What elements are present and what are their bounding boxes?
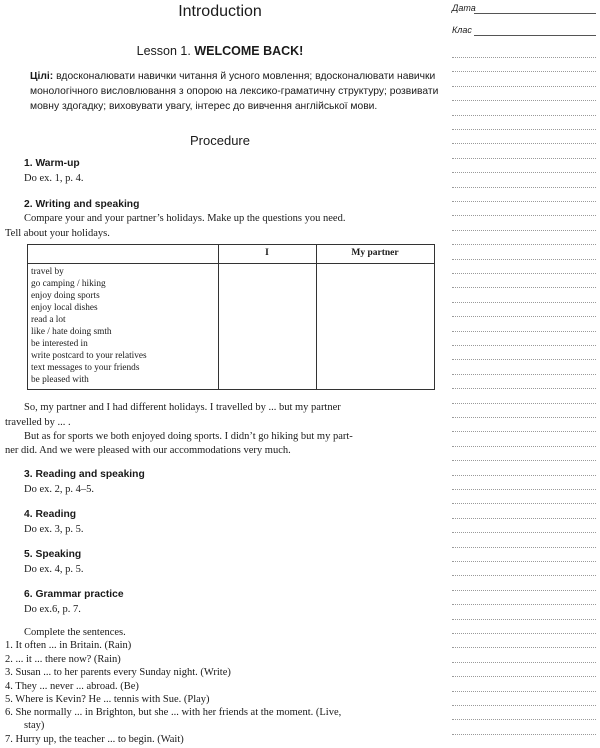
note-line	[452, 403, 596, 404]
note-line	[452, 143, 596, 144]
note-line	[452, 460, 596, 461]
note-line	[452, 71, 596, 72]
table-header-i: I	[265, 248, 269, 258]
lesson-goals	[30, 69, 442, 114]
note-line	[452, 417, 596, 418]
reading-speaking-heading: 3. Reading and speaking	[24, 469, 145, 480]
note-line	[452, 719, 596, 720]
table-row: be pleased with	[31, 375, 89, 385]
note-line	[452, 187, 596, 188]
exercise-item: 3. Susan ... to her parents every Sunday night. (Write)	[5, 667, 231, 678]
note-line	[452, 503, 596, 504]
table-row: be interested in	[31, 339, 88, 349]
note-line	[452, 259, 596, 260]
example-paragraph-2-line-1: But as for sports we both enjoyed doing sports. I didn’t go hiking but my part-	[24, 431, 353, 442]
exercise-item: 1. It often ... in Britain. (Rain)	[5, 640, 132, 651]
example-paragraph-1-line-1: So, my partner and I had different holidays. I travelled by ... but my partner	[24, 402, 341, 413]
note-line	[452, 302, 596, 303]
note-line	[452, 705, 596, 706]
note-line	[452, 604, 596, 605]
note-line	[452, 86, 596, 87]
note-line	[452, 518, 596, 519]
reading-heading: 4. Reading	[24, 509, 77, 520]
notes-sidebar	[442, 0, 600, 748]
table-header-partner: My partner	[351, 248, 399, 258]
exercise-item: 6. She normally ... in Brighton, but she ... with her friends at the moment. (Live,	[5, 707, 342, 718]
note-line	[452, 100, 596, 101]
note-line	[452, 273, 596, 274]
note-line	[452, 345, 596, 346]
lesson-prefix: Lesson 1.	[136, 44, 195, 58]
note-line	[452, 201, 596, 202]
grammar-instruction: Do ex.6, p. 7.	[24, 604, 81, 615]
goals-label: Цілі:	[30, 71, 54, 82]
note-line	[452, 446, 596, 447]
table-row: go camping / hiking	[31, 279, 106, 289]
note-line	[452, 215, 596, 216]
table-row: like / hate doing smth	[31, 327, 112, 337]
class-field[interactable]	[474, 35, 596, 36]
note-line	[452, 230, 596, 231]
note-line	[452, 619, 596, 620]
warmup-heading: 1. Warm-up	[24, 158, 80, 169]
table-divider	[316, 245, 317, 389]
lesson-title	[0, 44, 440, 58]
example-paragraph-1-line-2: travelled by ... .	[5, 417, 71, 428]
exercise-item: 7. Hurry up, the teacher ... to begin. (Wait)	[5, 734, 184, 745]
note-line	[452, 158, 596, 159]
note-line	[452, 331, 596, 332]
exercise-item: 2. ... it ... there now? (Rain)	[5, 654, 121, 665]
date-label: Дата	[452, 3, 476, 13]
table-row: enjoy local dishes	[31, 303, 98, 313]
procedure-title: Procedure	[190, 133, 250, 148]
table-row: enjoy doing sports	[31, 291, 100, 301]
table-divider	[218, 245, 219, 389]
note-line	[452, 374, 596, 375]
note-line	[452, 489, 596, 490]
date-field[interactable]	[474, 13, 596, 14]
note-line	[452, 57, 596, 58]
table-row: text messages to your friends	[31, 363, 140, 373]
table-row: travel by	[31, 267, 64, 277]
class-label: Клас	[452, 25, 472, 35]
exercise-item: 5. Where is Kevin? He ... tennis with Sue. (Play)	[5, 694, 210, 705]
note-line	[452, 633, 596, 634]
note-line	[452, 359, 596, 360]
note-line	[452, 316, 596, 317]
note-line	[452, 561, 596, 562]
writing-instruction-line-1: Compare your and your partner’s holidays. Make up the questions you need.	[24, 213, 346, 224]
note-line	[452, 431, 596, 432]
goals-text: вдосконалювати навички читання й усного мовлення; вдосконалювати навички монологічного висловлювання з опорою на лексико-граматичну структуру; розвивати мовну здогадку; виховувати увагу, інтерес до вивчення англійської мови.	[30, 71, 439, 112]
table-row: write postcard to your relatives	[31, 351, 147, 361]
note-line	[452, 129, 596, 130]
note-line	[452, 475, 596, 476]
note-line	[452, 691, 596, 692]
writing-heading: 2. Writing and speaking	[24, 199, 140, 210]
note-line	[452, 647, 596, 648]
speaking-heading: 5. Speaking	[24, 549, 82, 560]
example-paragraph-2-line-2: ner did. And we were pleased with our accommodations very much.	[5, 445, 291, 456]
note-line	[452, 734, 596, 735]
note-line	[452, 287, 596, 288]
note-line	[452, 575, 596, 576]
note-line	[452, 388, 596, 389]
reading-speaking-instruction: Do ex. 2, p. 4–5.	[24, 484, 94, 495]
table-row: read a lot	[31, 315, 66, 325]
lesson-name: WELCOME BACK!	[194, 44, 304, 58]
exercise-item-continuation: stay)	[24, 720, 45, 731]
reading-instruction: Do ex. 3, p. 5.	[24, 524, 84, 535]
section-title: Introduction	[178, 3, 262, 20]
exercise-intro: Complete the sentences.	[24, 627, 126, 638]
note-line	[452, 662, 596, 663]
note-line	[452, 676, 596, 677]
note-line	[452, 547, 596, 548]
warmup-instruction: Do ex. 1, p. 4.	[24, 173, 84, 184]
writing-instruction-line-2: Tell about your holidays.	[5, 228, 110, 239]
note-line	[452, 244, 596, 245]
speaking-instruction: Do ex. 4, p. 5.	[24, 564, 84, 575]
note-line	[452, 590, 596, 591]
comparison-table	[27, 244, 435, 390]
note-line	[452, 532, 596, 533]
note-line	[452, 115, 596, 116]
grammar-heading: 6. Grammar practice	[24, 589, 124, 600]
note-line	[452, 172, 596, 173]
exercise-item: 4. They ... never ... abroad. (Be)	[5, 681, 139, 692]
